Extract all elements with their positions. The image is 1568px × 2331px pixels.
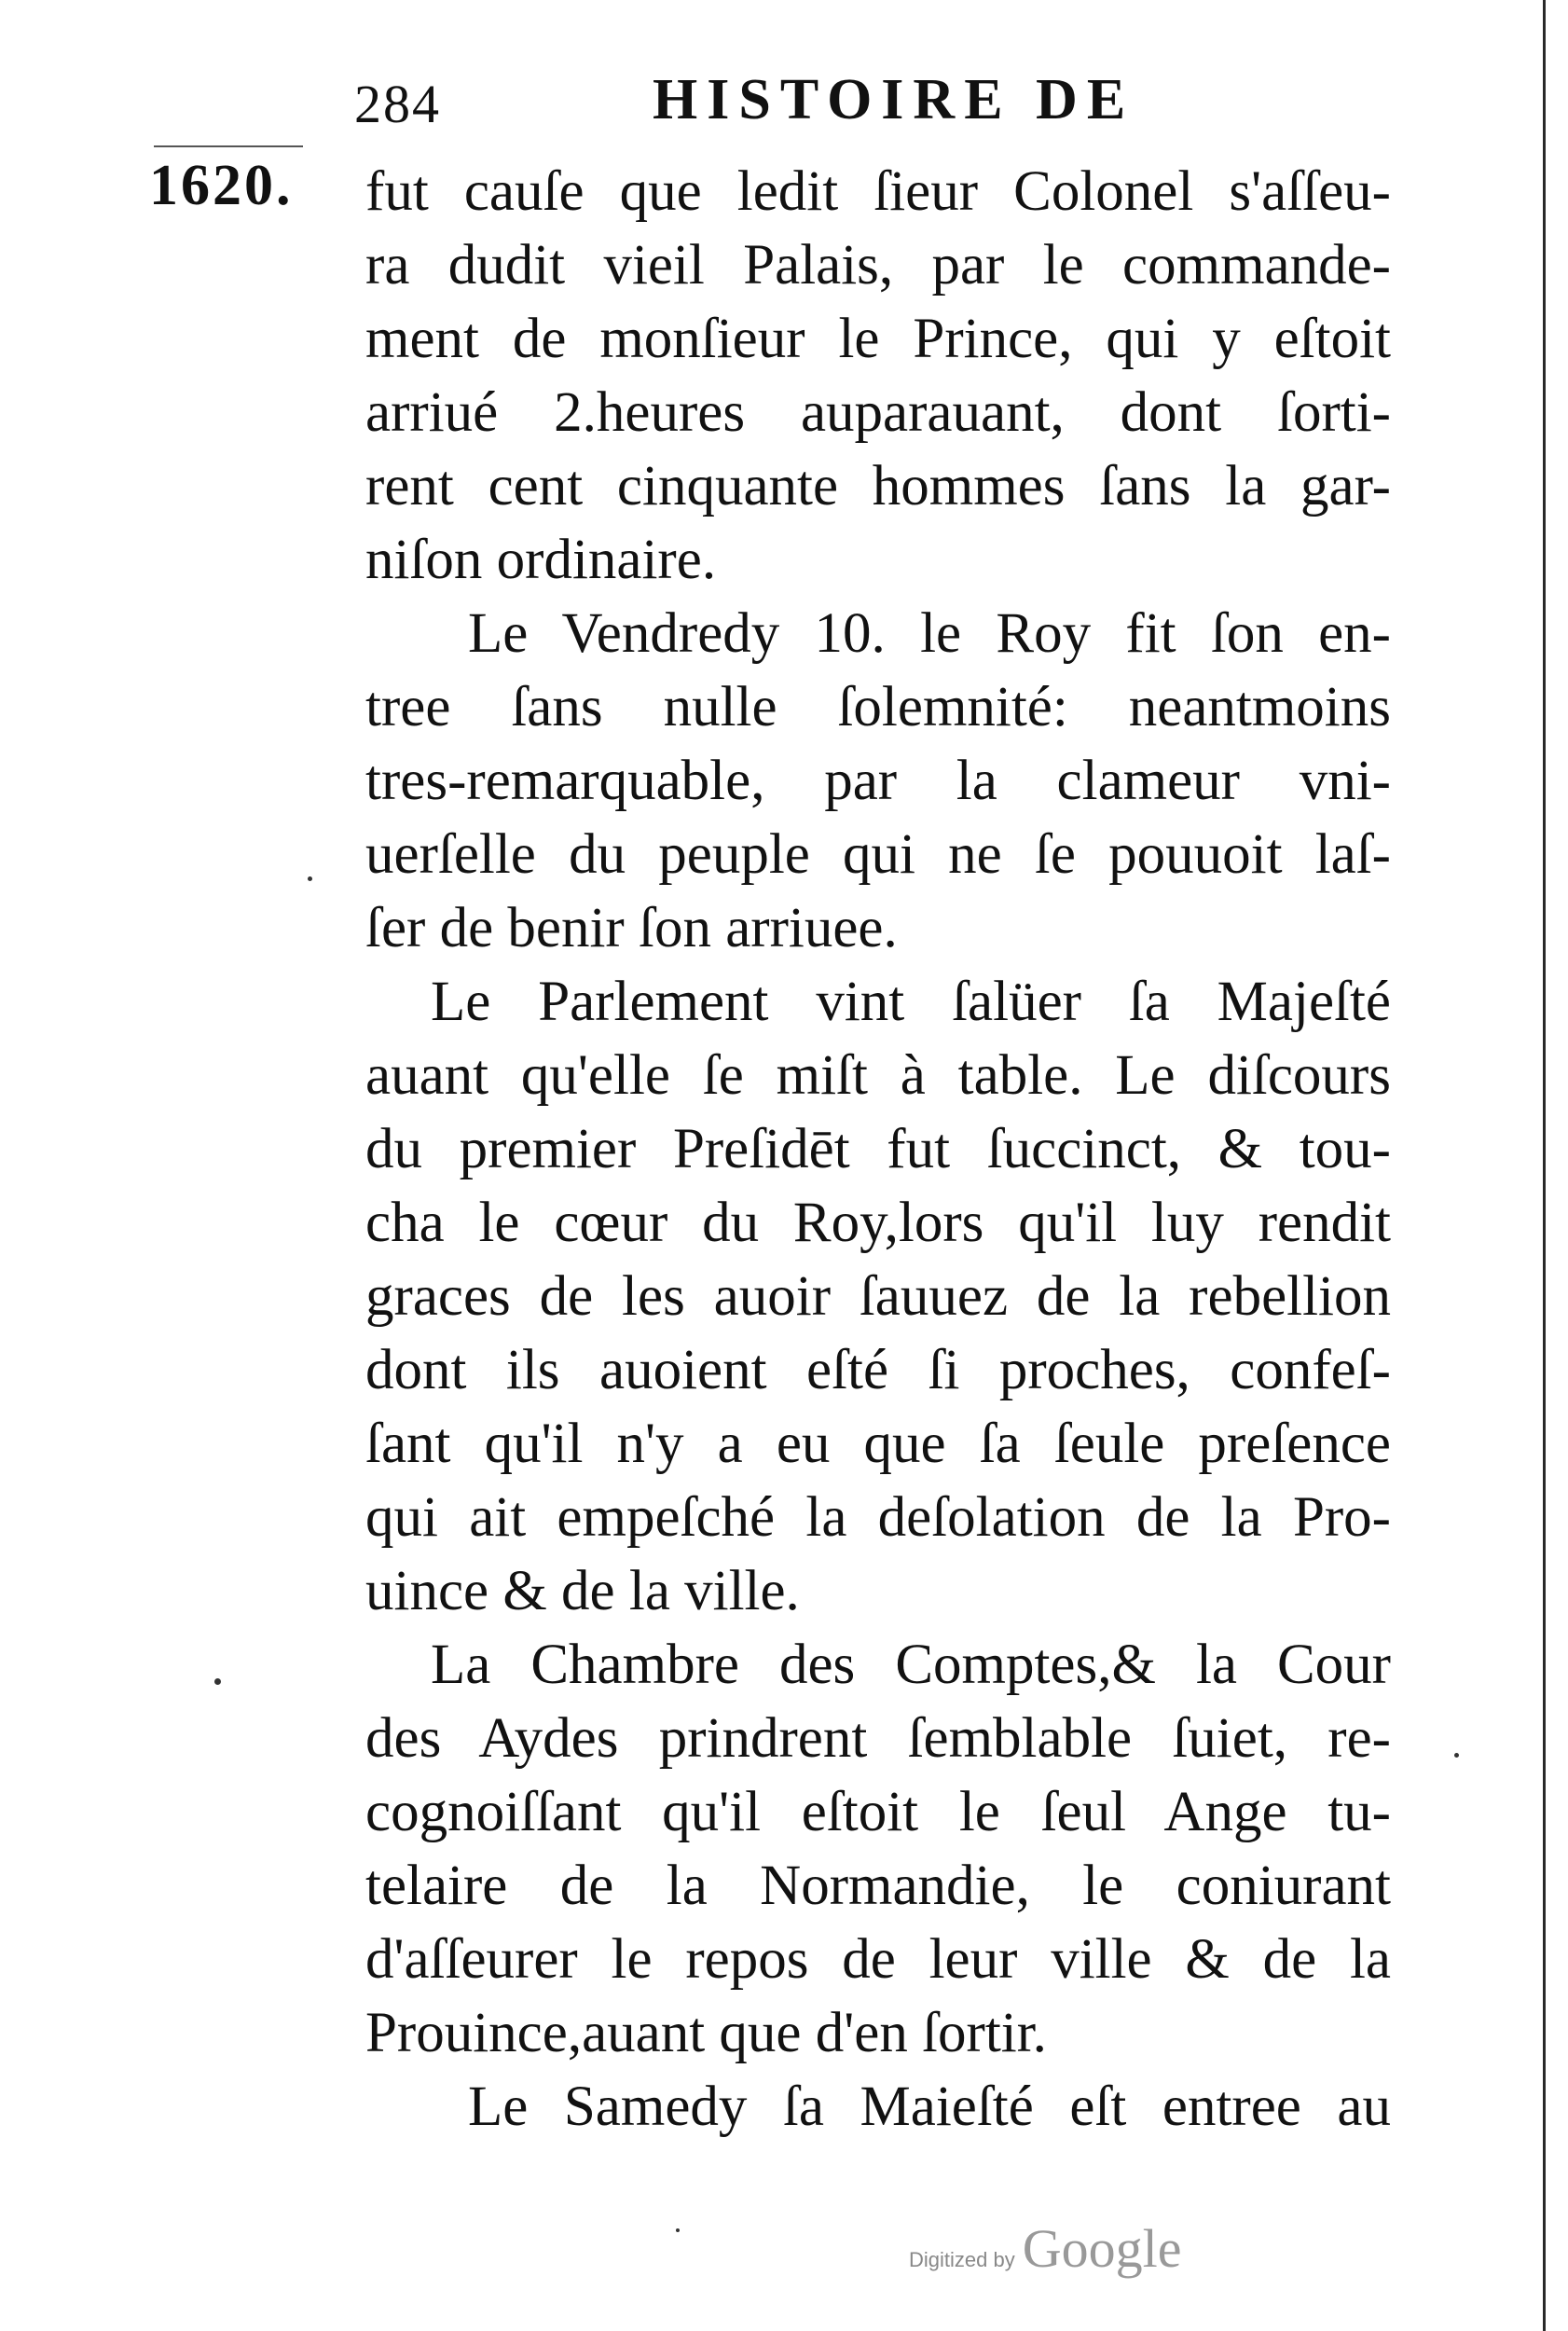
text-line: rent cent cinquante hommes ſans la gar- (365, 455, 1391, 517)
page-edge-line (1543, 0, 1546, 2331)
text-line: uince & de la ville. (365, 1560, 800, 1622)
text-line: uerſelle du peuple qui ne ſe pouuoit laſ- (365, 823, 1391, 886)
text-line: Le Vendredy 10. le Roy fit ſon en- (468, 602, 1391, 665)
text-line: du premier Preſidēt fut ſuccinct, & tou- (365, 1118, 1391, 1180)
text-line: arriué 2.heures auparauant, dont ſorti- (365, 381, 1391, 444)
text-line: La Chambre des Comptes,& la Cour (431, 1634, 1391, 1696)
text-line: telaire de la Normandie, le coniurant (365, 1855, 1391, 1917)
text-line: ment de monſieur le Prince, qui y eſtoit (365, 308, 1391, 370)
text-line: auant qu'elle ſe miſt à table. Le diſcours (365, 1044, 1391, 1107)
text-line: ſant qu'il n'y a eu que ſa ſeule preſence (365, 1413, 1391, 1475)
text-line: graces de les auoir ſauuez de la rebellion (365, 1265, 1391, 1328)
text-line: des Aydes prindrent ſemblable ſuiet, re- (365, 1707, 1391, 1770)
text-line: d'aſſeurer le repos de leur ville & de la (365, 1928, 1391, 1991)
text-line: Le Parlement vint ſalüer ſa Majeſté (431, 971, 1391, 1033)
text-line: ra dudit vieil Palais, par le commande- (365, 234, 1391, 297)
text-line: tree ſans nulle ſolemnité: neantmoins (365, 676, 1391, 738)
running-head (354, 67, 1193, 142)
text-line: cognoiſſant qu'il eſtoit le ſeul Ange tu- (365, 1781, 1391, 1843)
text-line: dont ils auoient eſté ſi proches, confeſ- (365, 1339, 1391, 1401)
text-line: fut cauſe que ledit ſieur Colonel s'aſſeu- (365, 160, 1391, 223)
scan-speck (214, 1678, 221, 1685)
text-line: Prouince,auant que d'en ſortir. (365, 2002, 1047, 2064)
digitization-watermark (909, 2217, 1182, 2279)
text-line: niſon ordinaire. (365, 529, 717, 591)
text-line: cha le cœur du Roy,lors qu'il luy rendit (365, 1192, 1391, 1254)
text-line: ſer de benir ſon arriuee. (365, 897, 898, 959)
scan-speck (308, 876, 312, 881)
body-text (365, 155, 1391, 2144)
margin-year-note: 1620. (149, 154, 294, 217)
google-logo: Google (1022, 2218, 1182, 2279)
margin-rule (154, 145, 303, 147)
digitized-by-text: Digitized by (909, 2248, 1015, 2271)
page-number: 284 (354, 74, 441, 134)
text-line: tres-remarquable, par la clameur vni- (365, 750, 1391, 812)
text-line: qui ait empeſché la deſolation de la Pro- (365, 1486, 1391, 1549)
scan-speck (1454, 1753, 1459, 1758)
running-title: HISTOIRE DE (653, 68, 1135, 131)
scan-speck (676, 2228, 680, 2232)
text-line: Le Samedy ſa Maieſté eſt entree au (468, 2076, 1391, 2138)
